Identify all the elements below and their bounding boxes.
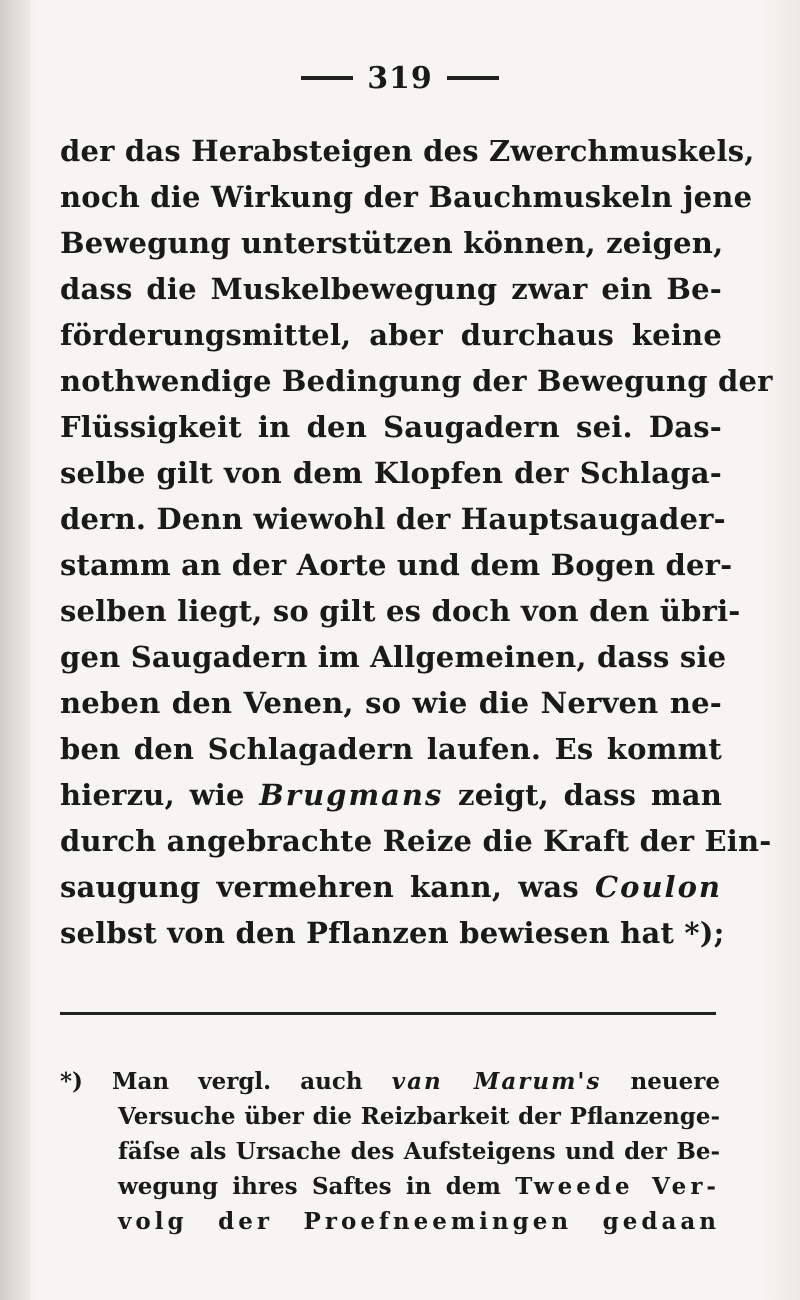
- body-text: [60, 128, 773, 956]
- text-line: neben den Venen, so wie die Nerven ne-: [60, 686, 722, 720]
- footnote-rule: [60, 1012, 716, 1015]
- author-name-coulon: Coulon: [595, 870, 722, 904]
- footnote-line: Versuche über die Reizbarkeit der Pflanzenge-: [118, 1103, 720, 1130]
- text-line: durch angebrachte Reize die Kraft der Ein-: [60, 824, 772, 858]
- footnote-marker: *): [60, 1068, 83, 1095]
- footnote-line: [60, 1169, 720, 1204]
- text-line: selbst von den Pflanzen bewiesen hat *);: [60, 916, 725, 950]
- text-line: dass die Muskelbewegung zwar ein Be-: [60, 272, 722, 306]
- footnote-line: fäſse als Ursache des Aufsteigens und der Be-: [118, 1138, 720, 1165]
- footnote-line: volg der Proefneemingen gedaan: [118, 1208, 720, 1235]
- author-name-van-marum: van Marum's: [391, 1068, 602, 1095]
- text-segment: hierzu, wie: [60, 778, 260, 812]
- text-segment: zeigt, dass man: [443, 778, 722, 812]
- text-line: selbe gilt von dem Klopfen der Schlaga-: [60, 456, 722, 490]
- text-line-coulon: [60, 864, 722, 910]
- text-segment: wegung ihres Saftes in dem: [118, 1173, 516, 1200]
- text-line: der das Herabsteigen des Zwerchmuskels,: [60, 134, 755, 168]
- text-line: förderungsmittel, aber durchaus keine: [60, 318, 722, 352]
- text-line: nothwendige Bedingung der Bewegung der: [60, 364, 773, 398]
- text-line: Bewegung unterstützen können, zeigen,: [60, 226, 724, 260]
- spaced-title: Tweede Ver-: [515, 1173, 720, 1200]
- page-gutter-shadow: [0, 0, 30, 1300]
- author-name-brugmans: Brugmans: [259, 778, 444, 812]
- text-line: Flüssigkeit in den Saugadern sei. Das-: [60, 410, 722, 444]
- text-line: selben liegt, so gilt es doch von den übri-: [60, 594, 741, 628]
- page-header: [0, 58, 800, 98]
- text-line: stamm an der Aorte und dem Bogen der-: [60, 548, 733, 582]
- footnote-line: [60, 1064, 720, 1099]
- text-segment: Man vergl. auch: [112, 1068, 392, 1095]
- text-line: ben den Schlagadern laufen. Es kommt: [60, 732, 722, 766]
- page-number: 319: [367, 60, 433, 96]
- text-line: gen Saugadern im Allgemeinen, dass sie: [60, 640, 727, 674]
- footnote: [60, 1064, 720, 1239]
- text-segment: neuere: [601, 1068, 720, 1095]
- text-line-brugmans: [60, 772, 722, 818]
- header-dash-left: [301, 76, 353, 80]
- text-line: dern. Denn wiewohl der Hauptsaugader-: [60, 502, 726, 536]
- header-dash-right: [447, 76, 499, 80]
- text-segment: saugung vermehren kann, was: [60, 870, 596, 904]
- text-line: noch die Wirkung der Bauchmuskeln jene: [60, 180, 753, 214]
